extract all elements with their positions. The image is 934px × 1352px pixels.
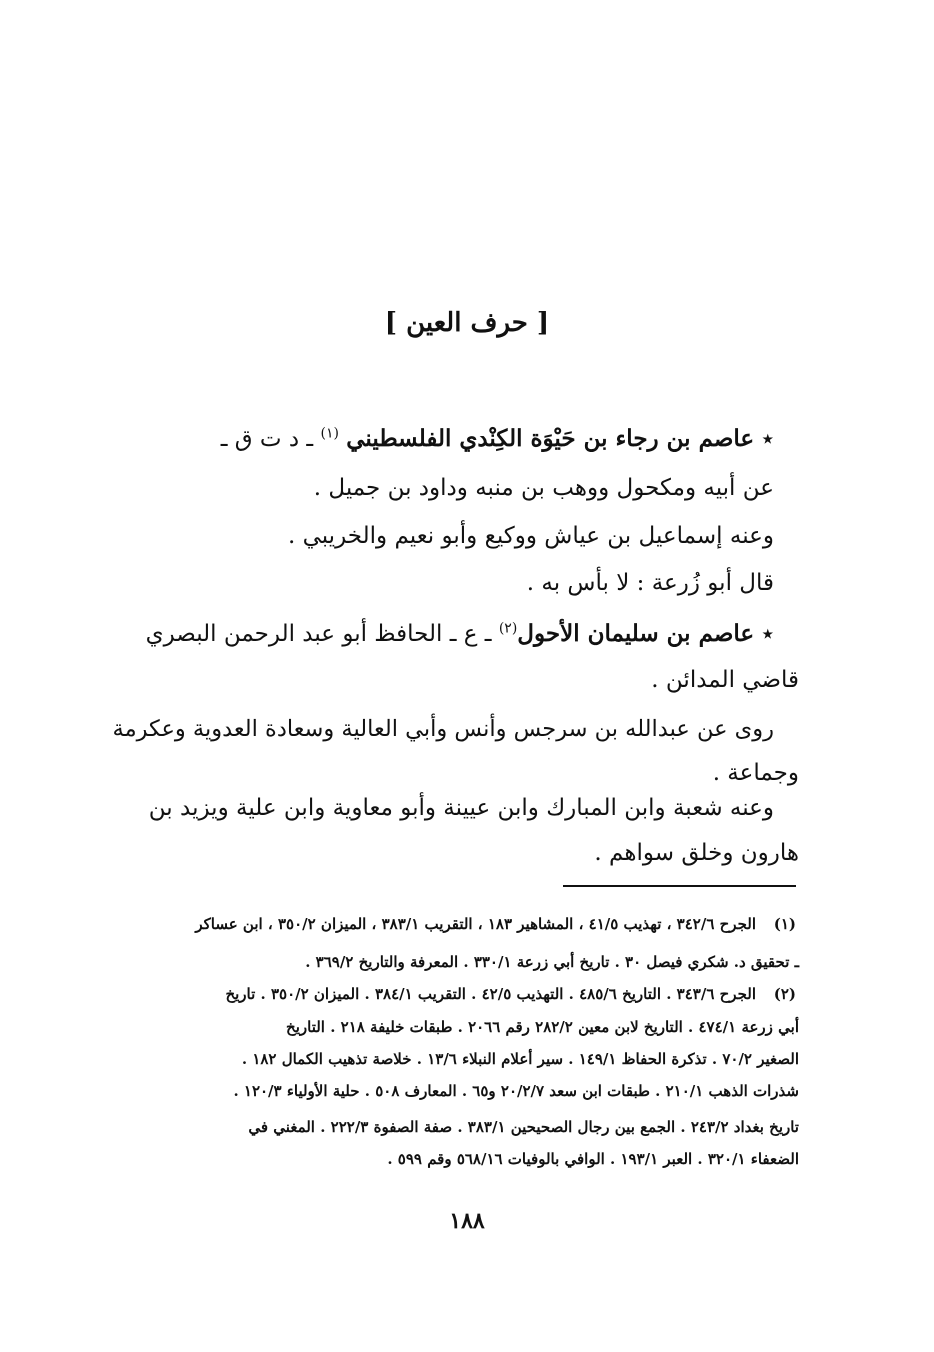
footnote-2-line-5: تاريخ بغداد ٢٤٣/٢ . الجمع بين رجال الصحيحين ٣٨٣/١ . صفة الصفوة ٢٢٢/٣ . المغني في bbox=[248, 1118, 799, 1136]
entry-2-title: عاصم بن سليمان الأحول bbox=[517, 620, 755, 647]
entry-1-line-1: عن أبيه ومكحول ووهب بن منبه وداود بن جميل . bbox=[313, 475, 774, 501]
entry-2-line-1: قاضي المدائن . bbox=[651, 667, 799, 693]
entry-1-line-2: وعنه إسماعيل بن عياش ووكيع وأبو نعيم والخريبي . bbox=[287, 523, 774, 549]
footnote-2-number: (٢) bbox=[773, 985, 796, 1003]
footnote-separator bbox=[563, 885, 796, 887]
entry-1-title: عاصم بن رجاء بن حَيْوَة الكِنْدي الفلسطيني bbox=[346, 425, 755, 452]
entry-1-line-3: قال أبو زُرعة : لا بأس به . bbox=[526, 570, 774, 596]
entry-2-footnote-ref: (٢) bbox=[498, 620, 518, 637]
entry-1-title-line bbox=[120, 425, 774, 452]
entry-1-suffix: ـ د ت ق ـ bbox=[220, 426, 321, 452]
footnote-1-number: (١) bbox=[773, 915, 796, 933]
footnote-2-line-2: أبي زرعة ٤٧٤/١ . التاريخ لابن معين ٢٨٢/٢ رقم ٢٠٦٦ . طبقات خليفة ٢١٨ . التاريخ bbox=[286, 1018, 799, 1036]
section-heading: [ حرف العين ] bbox=[384, 308, 550, 338]
page-number: ١٨٨ bbox=[449, 1208, 485, 1234]
entry-1-footnote-ref: (١) bbox=[320, 425, 339, 442]
entry-1-bullet: ٭ bbox=[754, 426, 774, 452]
footnote-2-line-1: الجرح ٣٤٣/٦ . التاريخ ٤٨٥/٦ . التهذيب ٤٢/٥ . التقريب ٣٨٤/١ . الميزان ٣٥٠/٢ . تاريخ bbox=[225, 985, 756, 1003]
entry-2-title-line bbox=[110, 620, 774, 647]
entry-2-line-5: هارون وخلق سواهم . bbox=[594, 840, 799, 866]
footnote-2-line-6: الضعفاء ٣٢٠/١ . العبر ١٩٣/١ . الوافي بالوفيات ٥٦٨/١٦ وقم ٥٩٩ . bbox=[387, 1150, 799, 1168]
footnote-2-line-3: الصغير ٧٠/٢ . تذكرة الحفاظ ١٤٩/١ . سير أعلام النبلاء ١٣/٦ . خلاصة تذهيب الكمال ١٨٢ . bbox=[241, 1050, 799, 1068]
footnote-1-line-2: ـ تحقيق د. شكري فيصل ٣٠ . تاريخ أبي زرعة ٣٣٠/١ . المعرفة والتاريخ ٣٦٩/٢ . bbox=[305, 953, 799, 971]
entry-2-suffix: ـ ع ـ الحافظ أبو عبد الرحمن البصري bbox=[145, 621, 499, 647]
entry-2-line-2: روى عن عبدالله بن سرجس وأنس وأبي العالية وسعادة العدوية وعكرمة bbox=[112, 716, 774, 742]
footnote-1-line-1: الجرح ٣٤٢/٦ ، تهذيب ٤١/٥ ، المشاهير ١٨٣ ، التقريب ٣٨٣/١ ، الميزان ٣٥٠/٢ ، ابن عساكر bbox=[195, 915, 756, 933]
entry-2-line-3: وجماعة . bbox=[712, 760, 799, 786]
entry-2-bullet: ٭ bbox=[754, 621, 774, 647]
entry-2-line-4: وعنه شعبة وابن المبارك وابن عيينة وأبو معاوية وابن علية ويزيد بن bbox=[148, 795, 774, 821]
footnote-2-line-4: شذرات الذهب ٢١٠/١ . طبقات ابن سعد ٢٠/٢/٧ و٦٥ . المعارف ٥٠٨ . حلية الأولياء ١٢٠/٣ . bbox=[233, 1082, 799, 1100]
